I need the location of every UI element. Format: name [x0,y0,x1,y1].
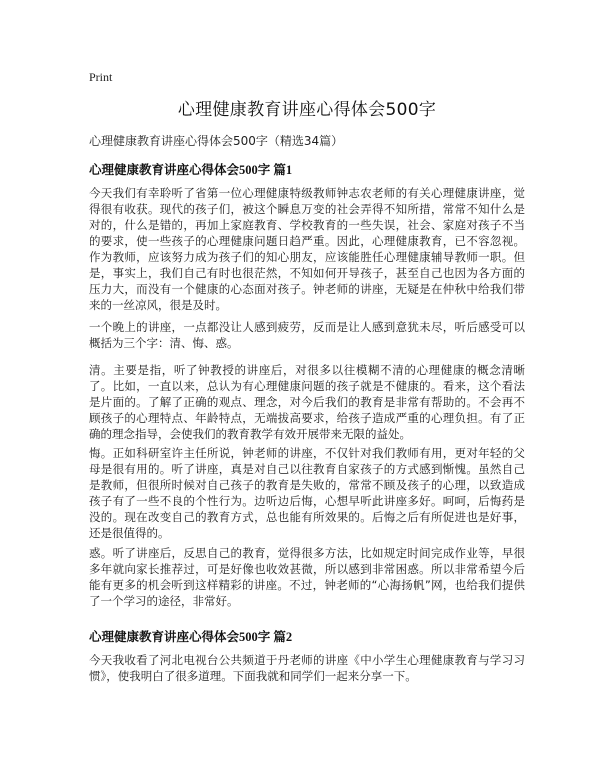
section-heading-1: 心理健康教育讲座心得体会500字 篇1 [89,163,293,177]
paragraph: 清。主要是指，听了钟教授的讲座后，对很多以往模糊不清的心理健康的概念清晰了。比如，一直以来，总认为有心理健康问题的孩子就是不健康的。看来，这个看法是片面的。了解了正确的观点、理念，对今后我们的教育是非常有帮助的。不会再不顾孩子的心理特点、年龄特点，无端拔高要求，给孩子造成严重的心理负担。有了正确的理念指导，会使我们的教育教学有效开展带来无限的益处。 [89,363,525,441]
paragraph: 今天我们有幸聆听了省第一位心理健康特级教师钟志农老师的有关心理健康讲座，觉得很有收获。现代的孩子们，被这个瞬息万变的社会弄得不知所措，常常不知什么是对的，什么是错的，再加上家庭教育、学校教育的一些失误，社会、家庭对孩子不当的要求，使一些孩子的心理健康问题日趋严重。因此，心理健康教育，已不容忽视。作为教师，应该努力成为孩子们的知心朋友，应该能胜任心理健康辅导教师一职。但是，事实上，我们自己有时也很茫然，不知如何开导孩子，甚至自己也因为各方面的压力大，而没有一个健康的心态面对孩子。钟老师的讲座，无疑是在仲秋中给我们带来的一丝凉风，很是及时。 [89,186,525,312]
page-title: 心理健康教育讲座心得体会500字 [177,100,437,120]
paragraph: 惑。听了讲座后，反思自己的教育，觉得很多方法，比如规定时间完成作业等，早很多年就向家长推荐过，可是好像也收效甚微，所以感到非常困惑。所以非常希望今后能有更多的机会听到这样精彩的讲座。不过，钟老师的“心海扬帆”网，也给我们提供了一个学习的途径，非常好。 [89,546,525,608]
paragraph: 悔。正如科研室许主任所说，钟老师的讲座，不仅针对我们教师有用，更对年轻的父母是很有用的。听了讲座，真是对自己以往教育自家孩子的方式感到惭愧。虽然自己是教师，但很所时候对自己孩子的教育是失败的，常常不顾及孩子的心理，以致造成孩子有了一些不良的个性行为。边听边后悔，心想早听此讲座多好。呵呵，后悔药是没的。现在改变自己的教育方式，总也能有所效果的。后悔之后有所促进也是好事，还是很值得的。 [89,446,525,540]
paragraph: 今天我收看了河北电视台公共频道于丹老师的讲座《中小学生心理健康教育与学习习惯》，使我明白了很多道理。下面我就和同学们一起来分享一下。 [89,653,525,683]
print-link[interactable]: Print [89,70,113,84]
document-subtitle: 心理健康教育讲座心得体会500字（精选34篇） [89,134,344,148]
paragraph: 一个晚上的讲座，一点都没让人感到疲劳，反而是让人感到意犹未尽，听后感受可以概括为三个字：清、悔、惑。 [89,320,525,350]
section-heading-2: 心理健康教育讲座心得体会500字 篇2 [89,630,293,644]
